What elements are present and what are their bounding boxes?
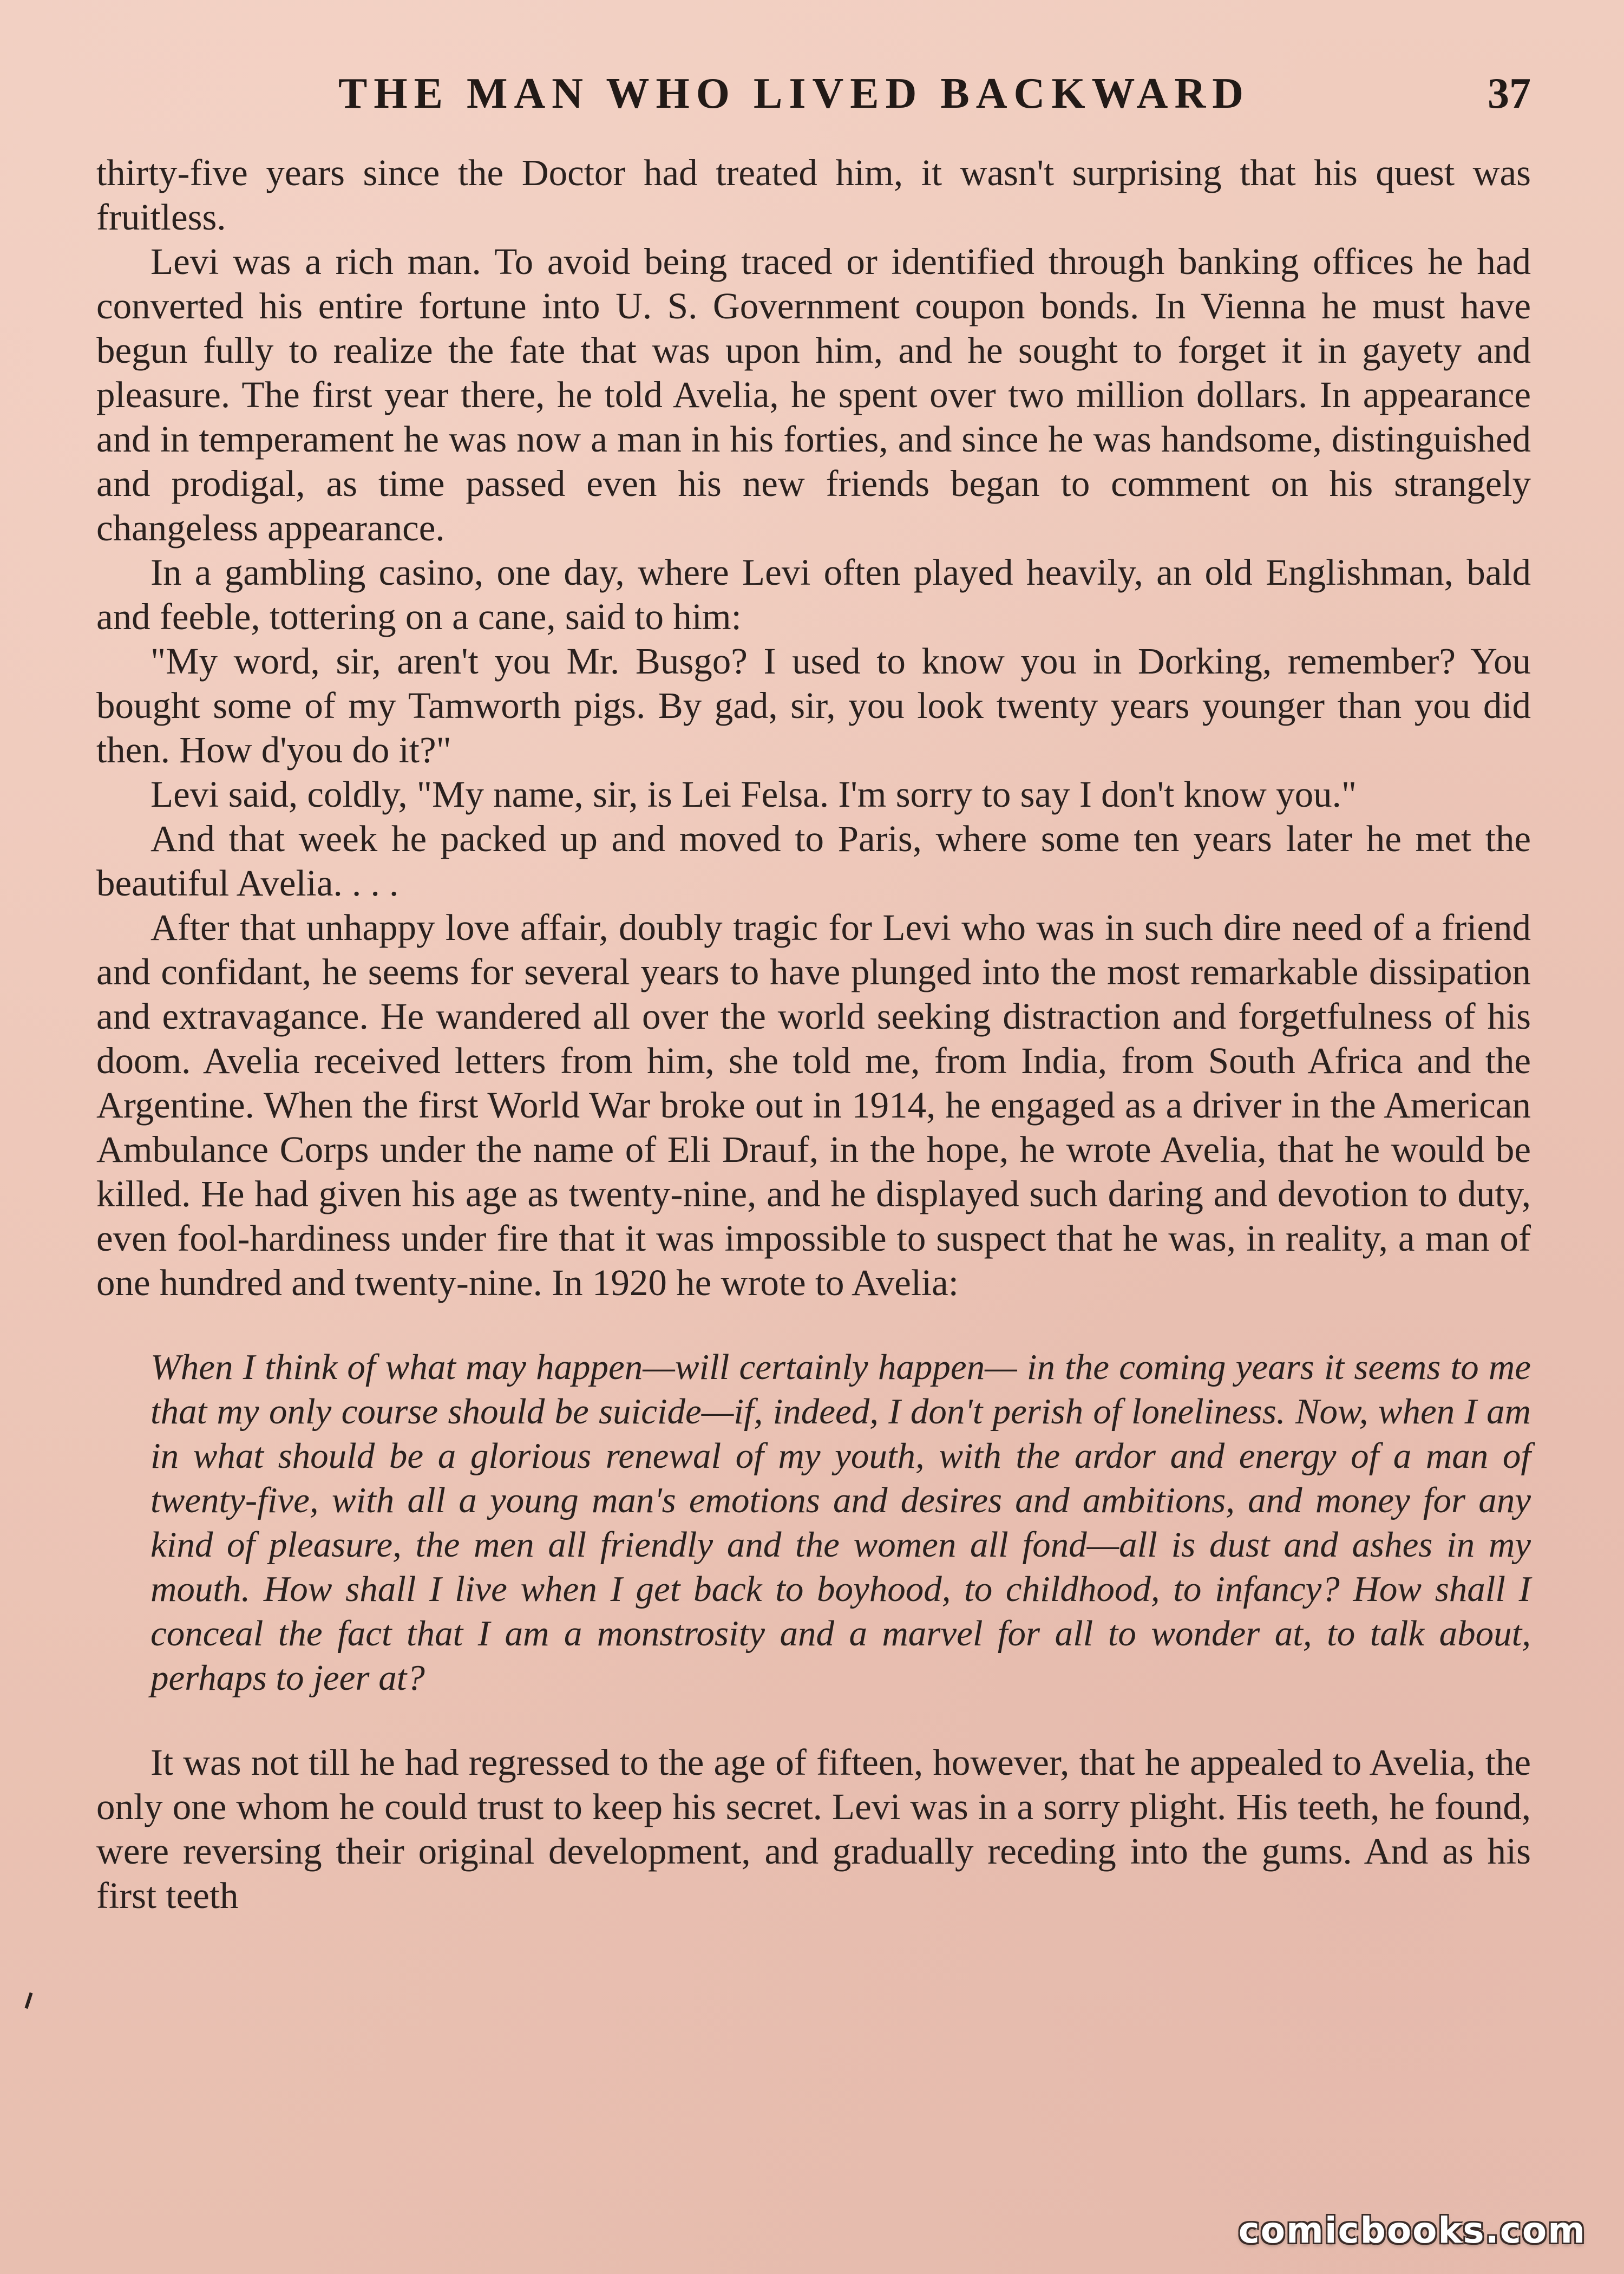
running-header bbox=[0, 69, 1624, 118]
closing-paragraph: It was not till he had regressed to the age of fifteen, however, that he appealed to Avelia, the only one whom he could trust to keep his secret. Levi was in a sorry plight. His teeth, he found, were reversing their original development, and gradually receding into the gums. And as his first teeth bbox=[96, 1742, 1531, 1916]
paragraph: In a gambling casino, one day, where Levi often played heavily, an old Englishman, bald and feeble, tottering on a cane, said to him: bbox=[96, 552, 1531, 637]
paragraph: Levi was a rich man. To avoid being traced or identified through banking offices he had converted his entire fortune into U. S. Government coupon bonds. In Vienna he must have begun fully to realize the fate that was upon him, and he sought to forget it in gayety and pleasure. The first year there, he told Avelia, he spent over two million dollars. In appearance and in temperament he was now a man in his forties, and since he was handsome, distinguished and prodigal, as time passed even his new friends began to comment on his strangely changeless appearance. bbox=[96, 241, 1531, 548]
watermark: comicbooks.com bbox=[1238, 2210, 1586, 2251]
dialogue-paragraph: Levi said, coldly, "My name, sir, is Lei Felsa. I'm sorry to say I don't know you." bbox=[150, 774, 1357, 815]
page-number: 37 bbox=[1488, 70, 1531, 117]
stray-pen-mark bbox=[25, 1992, 33, 2009]
paragraph: After that unhappy love affair, doubly tragic for Levi who was in such dire need of a friend and confidant, he seems for several years to have plunged into the most remarkable dissipation and extravagance. He wandered all over the world seeking distraction and forgetfulness of his doom. Avelia received letters from him, she told me, from India, from South Africa and the Argentine. When the first World War broke out in 1914, he engaged as a driver in the American Ambulance Corps under the name of Eli Drauf, in the hope, he wrote Avelia, that he would be killed. He had given his age as twenty-nine, and he displayed such daring and devotion to duty, even fool-hardiness under fire that it was impossible to suspect that he was, in reality, a man of one hundred and twenty-nine. In 1920 he wrote to Avelia: bbox=[96, 907, 1531, 1303]
paragraph-continued: thirty-five years since the Doctor had treated him, it wasn't surprising that his quest was fruitless. bbox=[96, 152, 1531, 238]
letter-quote: When I think of what may happen—will certainly happen— in the coming years it seems to me that my only course should be suicide—if, indeed, I don't perish of loneliness. Now, when I am in what should be a glorious renewal of my youth, with the ardor and energy of a man of twenty-five, with all a young man's emotions and desires and ambitions, and money for any kind of pleasure, the men all friendly and the women all fond—all is dust and ashes in my mouth. How shall I live when I get back to boyhood, to childhood, to infancy? How shall I conceal the fact that I am a monstrosity and a marvel for all to wonder at, to talk about, perhaps to jeer at? bbox=[150, 1347, 1531, 1698]
dialogue-paragraph: "My word, sir, aren't you Mr. Busgo? I used to know you in Dorking, remember? You bought some of my Tamworth pigs. By gad, sir, you look twenty years younger than you did then. How d'you do it?" bbox=[96, 641, 1531, 770]
running-title: THE MAN WHO LIVED BACKWARD bbox=[338, 70, 1250, 117]
paragraph: And that week he packed up and moved to Paris, where some ten years later he met the beautiful Avelia. . . . bbox=[96, 818, 1531, 904]
body-text bbox=[96, 151, 1531, 1918]
